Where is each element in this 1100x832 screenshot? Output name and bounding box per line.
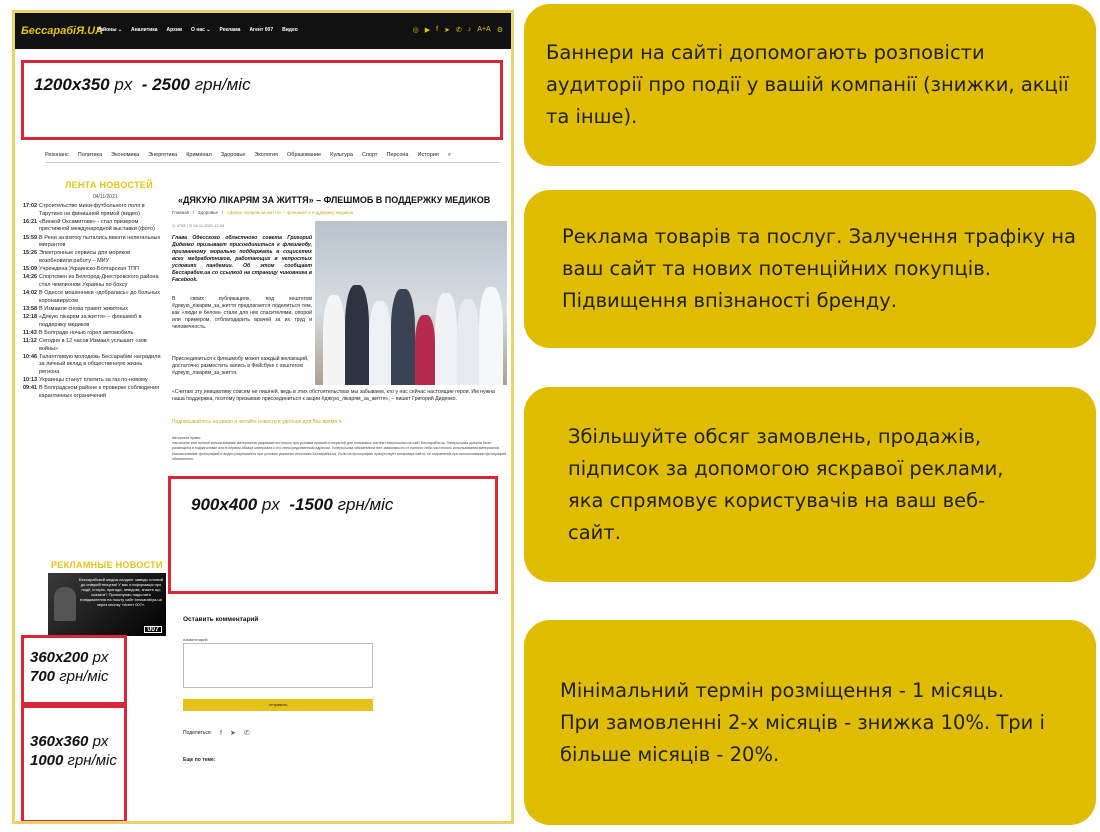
comment-section-title: Оставить комментарий	[183, 616, 259, 623]
tiktok-icon[interactable]: ♪	[467, 26, 472, 33]
info-card	[524, 4, 1096, 166]
article-paragraph: «Считаю эту инициативу совсем не лишней, ведь в этих обстоятельствах мы забываем, кто у нас сейчас настоящие герои. Им нужна наша поддержка, поэтому призываю присоединиться к акции #дякую_лікарям_за_життя», – пишет Григорий Диденко.	[172, 389, 495, 402]
category-item[interactable]: Экономика	[111, 152, 140, 158]
info-card-text: Баннери на сайті допомогають розповісти аудиторії про події у вашій компанії (знижки, акції та інше).	[546, 41, 1069, 128]
breadcrumb-item[interactable]: Главная	[172, 210, 190, 215]
top-nav-item[interactable]: Аналитика	[131, 27, 158, 33]
category-item[interactable]: Здоровье	[220, 152, 246, 158]
facebook-icon[interactable]: f	[436, 26, 439, 33]
share-label: Поделиться:	[183, 730, 212, 736]
facebook-icon[interactable]: f	[220, 729, 222, 737]
banner-slot-side-1	[21, 635, 127, 705]
article-meta: ◷ 4755 | ◷ 04.11.2021 12:18	[172, 223, 225, 228]
article-photo	[315, 221, 507, 385]
banner-slot-middle	[168, 476, 498, 594]
breadcrumb-item: «Дякую лікарям за життя» – флешмоб в поддержку медиков	[226, 210, 354, 215]
category-item[interactable]: Экология	[254, 152, 279, 158]
copyright-notice: Авторское право: Частичное или полное использование материалов разрешается только при условии прямой и открытой для поисковых систем гиперссылки на сайт Бессарабія.ua. Гиперссылка должна быть размещена в подзаголовке или в первом абзаце материала с его непосредственным адресом. Гиперссылка обязательна вне зависимости от полного либо частичного использования материалов. Использование фотографий и видео разрешается при условии указания источника Бессарабія.ua. Если на фотографии присутствует вотермарк сайта, ее сохранение при использовании фотографий обязательно.	[172, 436, 507, 461]
list-item[interactable]: 09:41 В Болградском районе к проверке соблюдения карантинных ограничений	[23, 385, 160, 399]
list-item[interactable]: 13:58 В Измаиле снова травят животных	[23, 305, 129, 312]
info-card	[524, 387, 1096, 582]
viber-icon[interactable]: ✆	[455, 27, 462, 34]
info-card-text: Реклама товарів та послуг. Залучення трафіку на ваш сайт та нових потенційних покупців. Підвищення впізнаності бренду.	[562, 225, 1076, 312]
ad-image-text: Бессарабский медиа-холдинг заведи готовий до співробітництва! У вас є інформація про події, історія, пригоди, невідомі, знаєте що сказати? Пропонуємо надіслати повідомлення на пошту сайт bessarabiya.ua через кнопку «Агент 007».	[79, 577, 163, 607]
list-item[interactable]: 14:26 Спортсмен из Белгород-Днестровского района стал чемпионом Украины по боксу	[23, 274, 159, 288]
article-paragraph: Присоединиться к флешмобу может каждый желающий, достаточно разместить запись в Фейсбуке с хештегом #дякую_лікарям_за_життя.	[172, 356, 309, 376]
ad-image[interactable]	[48, 573, 166, 636]
category-item[interactable]: Персона	[386, 152, 409, 158]
top-nav-item[interactable]: О нас ⌄	[191, 27, 211, 33]
top-nav	[97, 27, 298, 33]
list-item[interactable]: 12:18 «Дякую лікарям за життя» – флешмоб в поддержку медиков	[23, 314, 142, 328]
news-feed-list	[23, 203, 161, 401]
breadcrumb: Главная / Здоровье / «Дякую лікарям за життя» – флешмоб в поддержку медиков	[172, 210, 354, 215]
telegram-icon[interactable]: ➤	[444, 27, 450, 34]
info-card-text: Збільшуйте обсяг замовлень, продажів, підписок за допомогою яскравої реклами, яка спрямовує користувачів на ваш веб-сайт.	[568, 424, 1004, 544]
ad-badge: 007	[144, 626, 162, 633]
related-heading: Еще по теме:	[183, 757, 216, 763]
list-item[interactable]: 17:02 Строительство мини-футбольного поля в Тарутино на финишной прямой (видео)	[23, 203, 145, 217]
list-item[interactable]: 11:12 Сегодня в 12 часов Измаил услышит «зов войны»	[23, 338, 147, 352]
submit-comment-button[interactable]: отправить	[183, 699, 373, 711]
website-screenshot	[12, 10, 514, 824]
banner-slot-top	[21, 60, 503, 140]
category-item[interactable]: История	[417, 152, 439, 158]
top-nav-item[interactable]: Реклама	[219, 27, 241, 33]
article-lead: Глава Одесского областного совета Григорий Диденко призывает присоединиться к флешмобу, призванному морально поддержать в социсетях всех медработников, работающих в непростых условиях пандемии. Об этом сообщает Бессарабия.ua со ссылкой на страницу чиновника в Facebook.	[172, 235, 312, 283]
category-nav	[45, 152, 451, 159]
banner-top-label: 1200x350 px - 2500 грн/міс	[34, 75, 251, 94]
news-feed-heading: ЛЕНТА НОВОСТЕЙ	[65, 180, 153, 190]
banner-side1-label: 360x200 px 700 грн/міс	[30, 649, 109, 685]
banner-slot-side-2	[21, 705, 127, 823]
list-item[interactable]: 16:21 «Винкой Оксамитове» - стал призером престижной международной выставки (фото)	[23, 218, 155, 233]
agent-silhouette-icon	[54, 587, 76, 621]
list-item[interactable]: 14:02 В Одессе мошенники «добрались» до больных коронавирусом	[23, 290, 160, 304]
viber-icon[interactable]: ✆	[243, 730, 250, 737]
top-nav-item[interactable]: Районы ⌄	[97, 27, 123, 33]
social-icons	[413, 26, 503, 34]
instagram-icon[interactable]: ◎	[412, 27, 419, 34]
site-header	[15, 13, 511, 49]
info-card	[524, 190, 1096, 348]
banner-middle-label: 900x400 px -1500 грн/міс	[191, 495, 394, 514]
category-item[interactable]: Резонанс	[45, 152, 69, 158]
category-item[interactable]: Образование	[287, 152, 322, 158]
comment-field-label: комментарий	[183, 637, 208, 642]
list-item[interactable]: 11:43 В Болграде ночью горел автомобиль	[23, 329, 134, 336]
list-item[interactable]: 15:09 Учреждена Украинско-Болгарская ТПП	[23, 266, 139, 273]
category-item[interactable]: Политика	[77, 152, 103, 158]
article-paragraph: В своих публикациях, под хештегом #дякую_лікарям_за_життя предлагается поделиться тем, как «люди в белом» стали для них спасителями, опорой или примером, отблагодарить врачей за их труд и человечность.	[172, 296, 312, 330]
top-nav-item[interactable]: Агент 007	[249, 27, 274, 33]
article-title: «ДЯКУЮ ЛІКАРЯМ ЗА ЖИТТЯ» – ФЛЕШМОБ В ПОДДЕРЖКУ МЕДИКОВ	[178, 195, 491, 205]
telegram-icon[interactable]: ➤	[229, 730, 236, 737]
breadcrumb-item[interactable]: Здоровье	[197, 210, 218, 215]
category-item[interactable]: Культура	[330, 152, 353, 158]
list-item[interactable]: 10:46 Талантливую молодежь Бессарабии наградили за личный вклад в общественную жизнь региона	[23, 353, 161, 375]
category-item[interactable]: Спорт	[361, 152, 378, 158]
share-bar	[183, 729, 250, 737]
site-logo[interactable]: БессарабіЯ.UA	[21, 25, 104, 37]
settings-icon[interactable]: ⚙	[496, 27, 503, 34]
ads-news-heading: РЕКЛАМНЫЕ НОВОСТИ	[51, 560, 163, 570]
list-item[interactable]: 10:13 Украинцы станут платить за газ по-новому	[23, 377, 148, 384]
banner-side2-label: 360x360 px 1000 грн/міс	[30, 733, 117, 769]
top-nav-item[interactable]: Архив	[166, 27, 183, 33]
news-feed-date: 04/11/2021	[93, 194, 118, 200]
top-nav-item[interactable]: Видео	[282, 27, 298, 33]
nav-divider	[45, 162, 500, 163]
search-icon[interactable]: ⌕	[447, 152, 451, 158]
list-item[interactable]: 15:26 Электронные сервисы для моряков возобновили работу – МИУ	[23, 250, 131, 264]
youtube-icon[interactable]: ▶	[424, 27, 431, 34]
comment-textarea[interactable]	[183, 643, 373, 688]
subscribe-link[interactable]: Подписывайтесь на канал и читайте новости в удобное для Вас время ✎	[172, 419, 343, 425]
list-item[interactable]: 15:59 В Рени за взятку пытались ввезти нелегальных мигрантов	[23, 234, 161, 249]
info-card-text: Мінімальний термін розміщення - 1 місяць. При замовленні 2-х місяців - знижка 10%. Три і більше місяців - 20%.	[560, 678, 1045, 766]
info-card	[524, 620, 1096, 825]
category-item[interactable]: Энергетика	[148, 152, 178, 158]
font-size-toggle[interactable]: A+A	[477, 26, 491, 33]
category-item[interactable]: Криминал	[186, 152, 212, 158]
